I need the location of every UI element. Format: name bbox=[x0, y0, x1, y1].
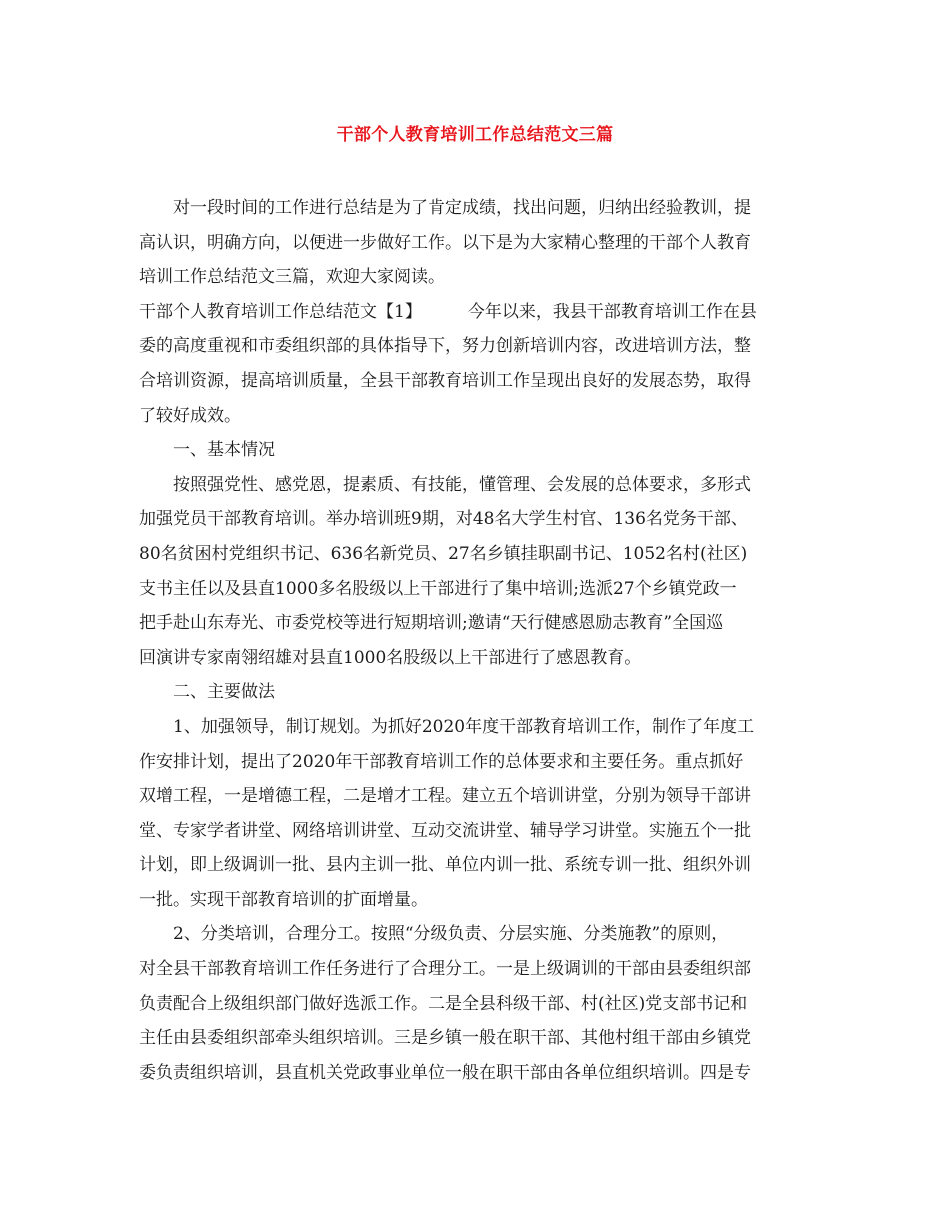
paragraph-line: 作安排计划，提出了2020年干部教育培训工作的总体要求和主要任务。重点抓好 bbox=[139, 751, 744, 772]
paragraph-line: 委的高度重视和市委组织部的具体指导下，努力创新培训内容，改进培训方法，整 bbox=[139, 336, 751, 357]
paragraph-line: 1、加强领导，制订规划。为抓好2020年度干部教育培训工作，制作了年度工 bbox=[173, 716, 755, 737]
subheading: 二、主要做法 bbox=[173, 682, 275, 703]
paragraph-line: 负责配合上级组织部门做好选派工作。二是全县科级干部、村(社区)党支部书记和 bbox=[139, 993, 748, 1014]
section-heading-line bbox=[139, 295, 819, 330]
paragraph-line: 加强党员干部教育培训。举办培训班9期，对48名大学生村官、136名党务干部、 bbox=[139, 509, 748, 530]
document-title: 干部个人教育培训工作总结范文三篇 bbox=[336, 125, 614, 145]
paragraph-line: 堂、专家学者讲堂、网络培训讲堂、互动交流讲堂、辅导学习讲堂。实施五个一批 bbox=[139, 820, 751, 841]
paragraph-text: 今年以来，我县干部教育培训工作在县 bbox=[467, 301, 757, 322]
paragraph-line: 按照强党性、感党恩，提素质、有技能，懂管理、会发展的总体要求，多形式 bbox=[173, 474, 751, 495]
paragraph-line: 主任由县委组织部牵头组织培训。三是乡镇一般在职干部、其他村组干部由乡镇党 bbox=[139, 1028, 751, 1049]
subheading: 一、基本情况 bbox=[173, 440, 275, 461]
paragraph-line: 了较好成效。 bbox=[139, 405, 241, 426]
document-body bbox=[139, 191, 819, 1090]
paragraph-line: 双增工程，一是增德工程，二是增才工程。建立五个培训讲堂，分别为领导干部讲 bbox=[139, 786, 751, 807]
paragraph-line: 2、分类培训，合理分工。按照“分级负责、分层实施、分类施教”的原则， bbox=[173, 924, 729, 945]
paragraph-line: 把手赴山东寿光、市委党校等进行短期培训;邀请“天行健感恩励志教育”全国巡 bbox=[139, 613, 724, 634]
section-heading: 干部个人教育培训工作总结范文【1】 bbox=[139, 301, 422, 322]
paragraph-line: 一批。实现干部教育培训的扩面增量。 bbox=[139, 889, 428, 910]
paragraph-line: 80名贫困村党组织书记、636名新党员、27名乡镇挂职副书记、1052名村(社区) bbox=[139, 543, 748, 564]
paragraph-line: 计划，即上级调训一批、县内主训一批、单位内训一批、系统专训一批、组织外训 bbox=[139, 855, 751, 876]
paragraph-line: 回演讲专家南翎绍雄对县直1000名股级以上干部进行了感恩教育。 bbox=[139, 647, 642, 668]
paragraph-line: 培训工作总结范文三篇，欢迎大家阅读。 bbox=[139, 267, 445, 288]
paragraph-line: 对一段时间的工作进行总结是为了肯定成绩，找出问题，归纳出经验教训，提 bbox=[173, 198, 751, 218]
paragraph-line: 支书主任以及县直1000多名股级以上干部进行了集中培训;选派27个乡镇党政一 bbox=[139, 578, 737, 599]
paragraph-line: 对全县干部教育培训工作任务进行了合理分工。一是上级调训的干部由县委组织部 bbox=[139, 959, 751, 980]
paragraph-line: 委负责组织培训，县直机关党政事业单位一般在职干部由各单位组织培训。四是专 bbox=[139, 1062, 751, 1083]
paragraph-line: 高认识，明确方向，以便进一步做好工作。以下是为大家精心整理的干部个人教育 bbox=[139, 232, 751, 253]
paragraph-line: 合培训资源，提高培训质量，全县干部教育培训工作呈现出良好的发展态势，取得 bbox=[139, 370, 751, 391]
